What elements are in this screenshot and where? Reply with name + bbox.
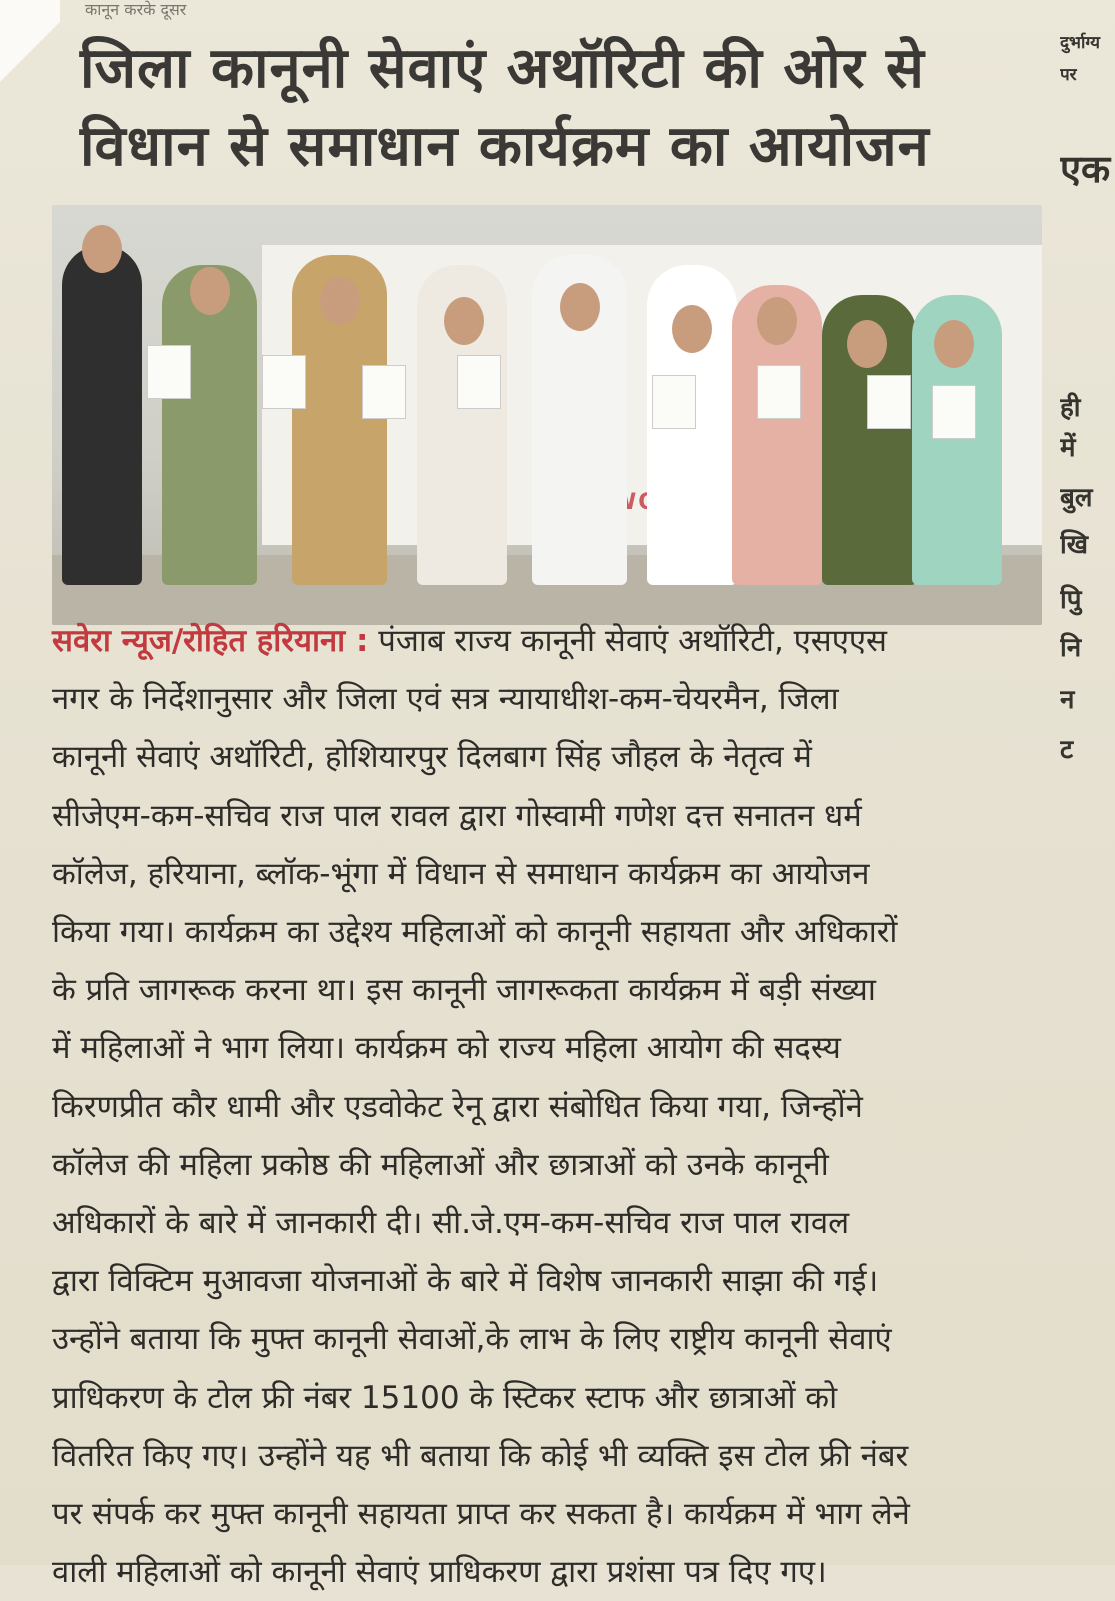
side-fragment: न: [1060, 685, 1075, 715]
article-line: कॉलेज, हरियाना, ब्लॉक-भूंगा में विधान से समाधान कार्यक्रम का आयोजन: [52, 855, 870, 892]
side-fragment: खि: [1060, 530, 1089, 560]
side-fragment: दुर्भाग्य: [1060, 33, 1101, 53]
article-line: अधिकारों के बारे में जानकारी दी। सी.जे.एम-कम-सचिव राज पाल रावल: [52, 1205, 850, 1242]
article-line: [52, 612, 1107, 670]
certificate: [867, 375, 911, 429]
headline: [80, 30, 1020, 186]
article-body: [52, 612, 1107, 1601]
side-fragment: पुि: [1060, 585, 1082, 615]
certificate: [932, 385, 976, 439]
certificate: [262, 355, 306, 409]
article-line: सीजेएम-कम-सचिव राज पाल रावल द्वारा गोस्वामी गणेश दत्त सनातन धर्म: [52, 797, 862, 834]
article-line: कानूनी सेवाएं अथॉरिटी, होशियारपुर दिलबाग सिंह जौहल के नेतृत्व में: [52, 739, 812, 776]
article-line: पर संपर्क कर मुफ्त कानूनी सहायता प्राप्त कर सकता है। कार्यक्रम में भाग लेने: [52, 1496, 910, 1533]
side-fragment: नि: [1060, 633, 1082, 663]
person: [62, 245, 142, 585]
side-fragment: ट: [1060, 735, 1074, 765]
certificate: [757, 365, 801, 419]
paper-edge: [0, 0, 60, 120]
article-line: के प्रति जागरूक करना था। इस कानूनी जागरूकता कार्यक्रम में बड़ी संख्या: [52, 972, 876, 1009]
article-line: प्राधिकरण के टोल फ्री नंबर 15100 के स्टिकर स्टाफ और छात्राओं को: [52, 1379, 838, 1416]
dateline: सवेरा न्यूज/रोहित हरियाना :: [52, 623, 369, 659]
side-fragment: ही: [1060, 393, 1081, 423]
person-head: [190, 267, 230, 315]
person-head: [82, 225, 122, 273]
article-line: वितरित किए गए। उन्होंने यह भी बताया कि कोई भी व्यक्ति इस टोल फ्री नंबर: [52, 1437, 909, 1474]
article-line: उन्होंने बताया कि मुफ्त कानूनी सेवाओं,के लाभ के लिए राष्ट्रीय कानूनी सेवाएं: [52, 1321, 892, 1358]
article-line: किया गया। कार्यक्रम का उद्देश्य महिलाओं को कानूनी सहायता और अधिकारों: [52, 914, 898, 951]
person-head: [847, 320, 887, 368]
side-fragment: बुल: [1060, 483, 1093, 513]
side-fragment: एक: [1060, 147, 1111, 191]
certificate: [652, 375, 696, 429]
person-head: [934, 320, 974, 368]
article-line-text: पंजाब राज्य कानूनी सेवाएं अथॉरिटी, एसएएस: [368, 623, 888, 659]
certificate: [457, 355, 501, 409]
person-head: [320, 277, 360, 325]
side-fragment: पर: [1060, 65, 1077, 85]
person-head: [672, 305, 712, 353]
article-line: नगर के निर्देशानुसार और जिला एवं सत्र न्यायाधीश-कम-चेयरमैन, जिला: [52, 681, 839, 718]
article-line: कॉलेज की महिला प्रकोष्ठ की महिलाओं और छात्राओं को उनके कानूनी: [52, 1146, 829, 1183]
person-head: [444, 297, 484, 345]
certificate: [362, 365, 406, 419]
top-snippet: कानून करके दूसर: [85, 0, 187, 19]
article-line: वाली महिलाओं को कानूनी सेवाएं प्राधिकरण द्वारा प्रशंसा पत्र दिए गए।: [52, 1554, 827, 1591]
side-fragment: में: [1060, 433, 1076, 463]
person-head: [757, 297, 797, 345]
headline-line-2: विधान से समाधान कार्यक्रम का आयोजन: [80, 114, 930, 179]
event-photo: [52, 205, 1042, 625]
person-head: [560, 283, 600, 331]
certificate: [147, 345, 191, 399]
article-line: में महिलाओं ने भाग लिया। कार्यक्रम को राज्य महिला आयोग की सदस्य: [52, 1030, 841, 1067]
article-line: द्वारा विक्टिम मुआवजा योजनाओं के बारे में विशेष जानकारी साझा की गई।: [52, 1263, 879, 1300]
article-line: किरणप्रीत कौर धामी और एडवोकेट रेनू द्वारा संबोधित किया गया, जिन्होंने: [52, 1088, 863, 1125]
headline-line-1: जिला कानूनी सेवाएं अथॉरिटी की ओर से: [80, 36, 925, 101]
